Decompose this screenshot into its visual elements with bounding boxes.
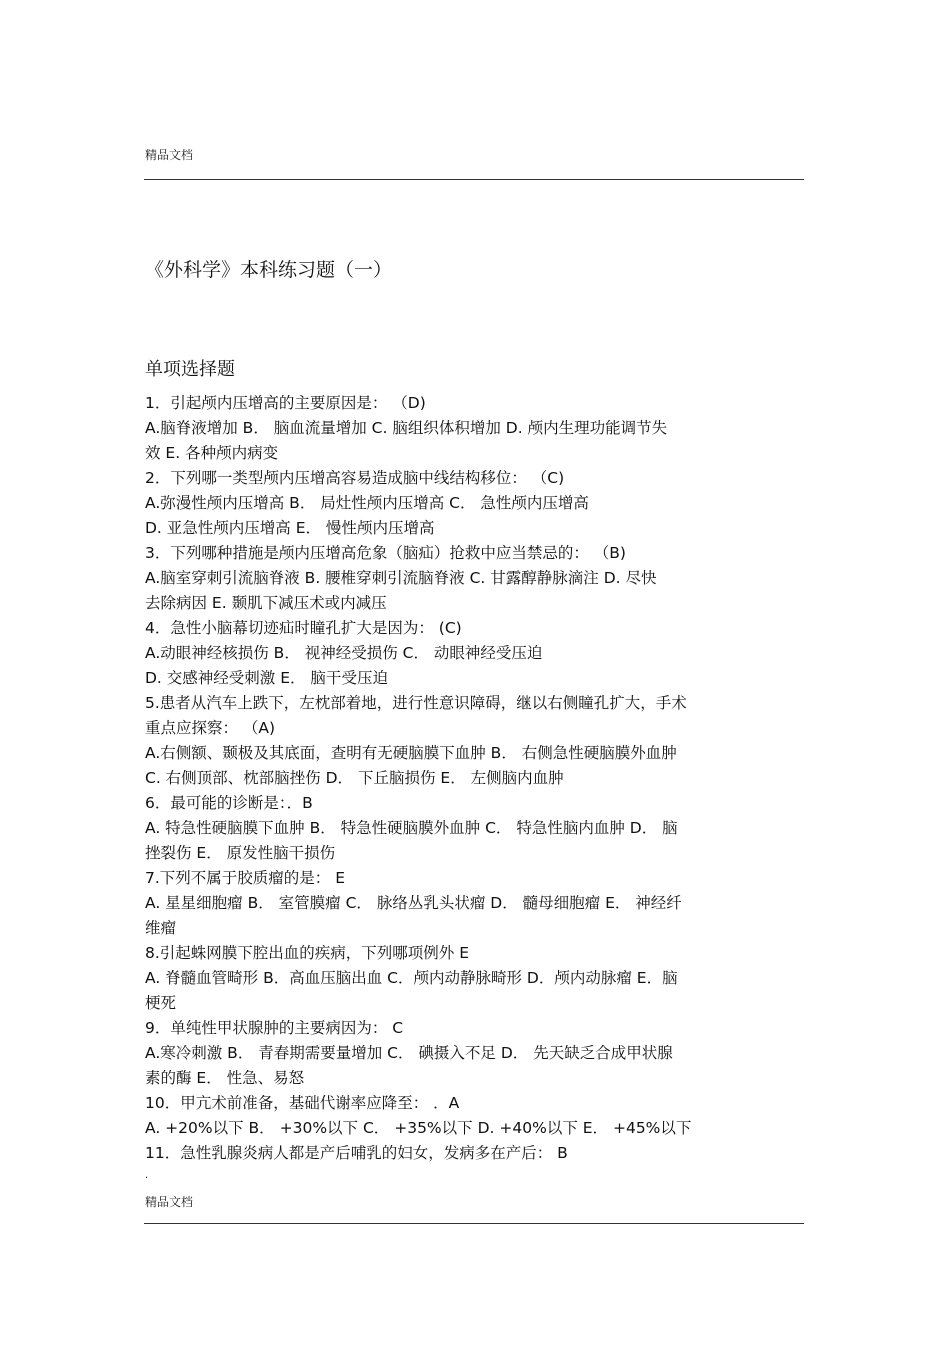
page-header-label: 精品文档 [145, 148, 194, 162]
header-rule [144, 179, 804, 180]
text-line: 8.引起蛛网膜下腔出血的疾病，下列哪项例外 E [145, 944, 470, 962]
text-line: 挫裂伤 E． 原发性脑干损伤 [145, 844, 336, 862]
text-line: 4．急性小脑幕切迹疝时瞳孔扩大是因为： (C) [145, 619, 462, 637]
text-line: 10．甲亢术前准备，基础代谢率应降至： ．A [145, 1094, 460, 1112]
text-line: 5.患者从汽车上跌下，左枕部着地，进行性意识障碍，继以右侧瞳孔扩大，手术 [145, 694, 687, 712]
text-line: 7.下列不属于胶质瘤的是： E [145, 869, 346, 887]
text-line: C. 右侧顶部、枕部脑挫伤 D． 下丘脑损伤 E． 左侧脑内血肿 [145, 769, 564, 787]
text-line: 维瘤 [145, 919, 177, 937]
section-heading: 单项选择题 [145, 359, 235, 380]
text-line: A.脑脊液增加 B． 脑血流量增加 C. 脑组织体积增加 D. 颅内生理功能调节失 [145, 419, 668, 437]
text-line: 素的酶 E． 性急、易怒 [145, 1069, 305, 1087]
text-line: 3．下列哪种措施是颅内压增高危象（脑疝）抢救中应当禁忌的： （B) [145, 544, 626, 562]
text-line: 效 E. 各种颅内病变 [145, 444, 279, 462]
footer-dot: . [145, 1170, 149, 1181]
footer-rule [144, 1223, 804, 1224]
text-line: 梗死 [145, 994, 177, 1012]
text-line: 11．急性乳腺炎病人都是产后哺乳的妇女，发病多在产后： B [145, 1144, 568, 1162]
question-list [145, 391, 807, 1166]
text-line: A.右侧额、颞极及其底面，查明有无硬脑膜下血肿 B． 右侧急性硬脑膜外血肿 [145, 744, 677, 762]
text-line: A. 脊髓血管畸形 B．高血压脑出血 C．颅内动静脉畸形 D．颅内动脉瘤 E．脑 [145, 969, 678, 987]
text-line: A.脑室穿刺引流脑脊液 B. 腰椎穿刺引流脑脊液 C. 甘露醇静脉滴注 D. 尽快 [145, 569, 657, 587]
text-line: 去除病因 E. 颞肌下减压术或内减压 [145, 594, 387, 612]
text-line: 重点应探察： （A) [145, 719, 276, 737]
text-line: A.寒冷刺激 B． 青春期需要量增加 C． 碘摄入不足 D． 先天缺乏合成甲状腺 [145, 1044, 673, 1062]
text-line: A.动眼神经核损伤 B． 视神经受损伤 C． 动眼神经受压迫 [145, 644, 543, 662]
text-line: D. 交感神经受刺激 E． 脑干受压迫 [145, 669, 388, 687]
text-line: A. +20%以下 B． +30%以下 C． +35%以下 D. +40%以下 E． +45%以下 [145, 1119, 692, 1137]
page-footer-label: 精品文档 [145, 1195, 194, 1209]
text-line: 6．最可能的诊断是：．B [145, 794, 313, 812]
text-line: 9．单纯性甲状腺肿的主要病因为： C [145, 1019, 404, 1037]
text-line: 2．下列哪一类型颅内压增高容易造成脑中线结构移位： （C) [145, 469, 565, 487]
text-line: A. 星星细胞瘤 B． 室管膜瘤 C． 脉络丛乳头状瘤 D． 髓母细胞瘤 E． 神经纤 [145, 894, 682, 912]
text-line: D. 亚急性颅内压增高 E． 慢性颅内压增高 [145, 519, 435, 537]
text-line: A. 特急性硬脑膜下血肿 B． 特急性硬脑膜外血肿 C． 特急性脑内血肿 D． 脑 [145, 819, 678, 837]
text-line: A.弥漫性颅内压增高 B． 局灶性颅内压增高 C． 急性颅内压增高 [145, 494, 589, 512]
text-line: 1．引起颅内压增高的主要原因是： （D) [145, 394, 426, 412]
document-title: 《外科学》本科练习题（一） [145, 259, 393, 281]
